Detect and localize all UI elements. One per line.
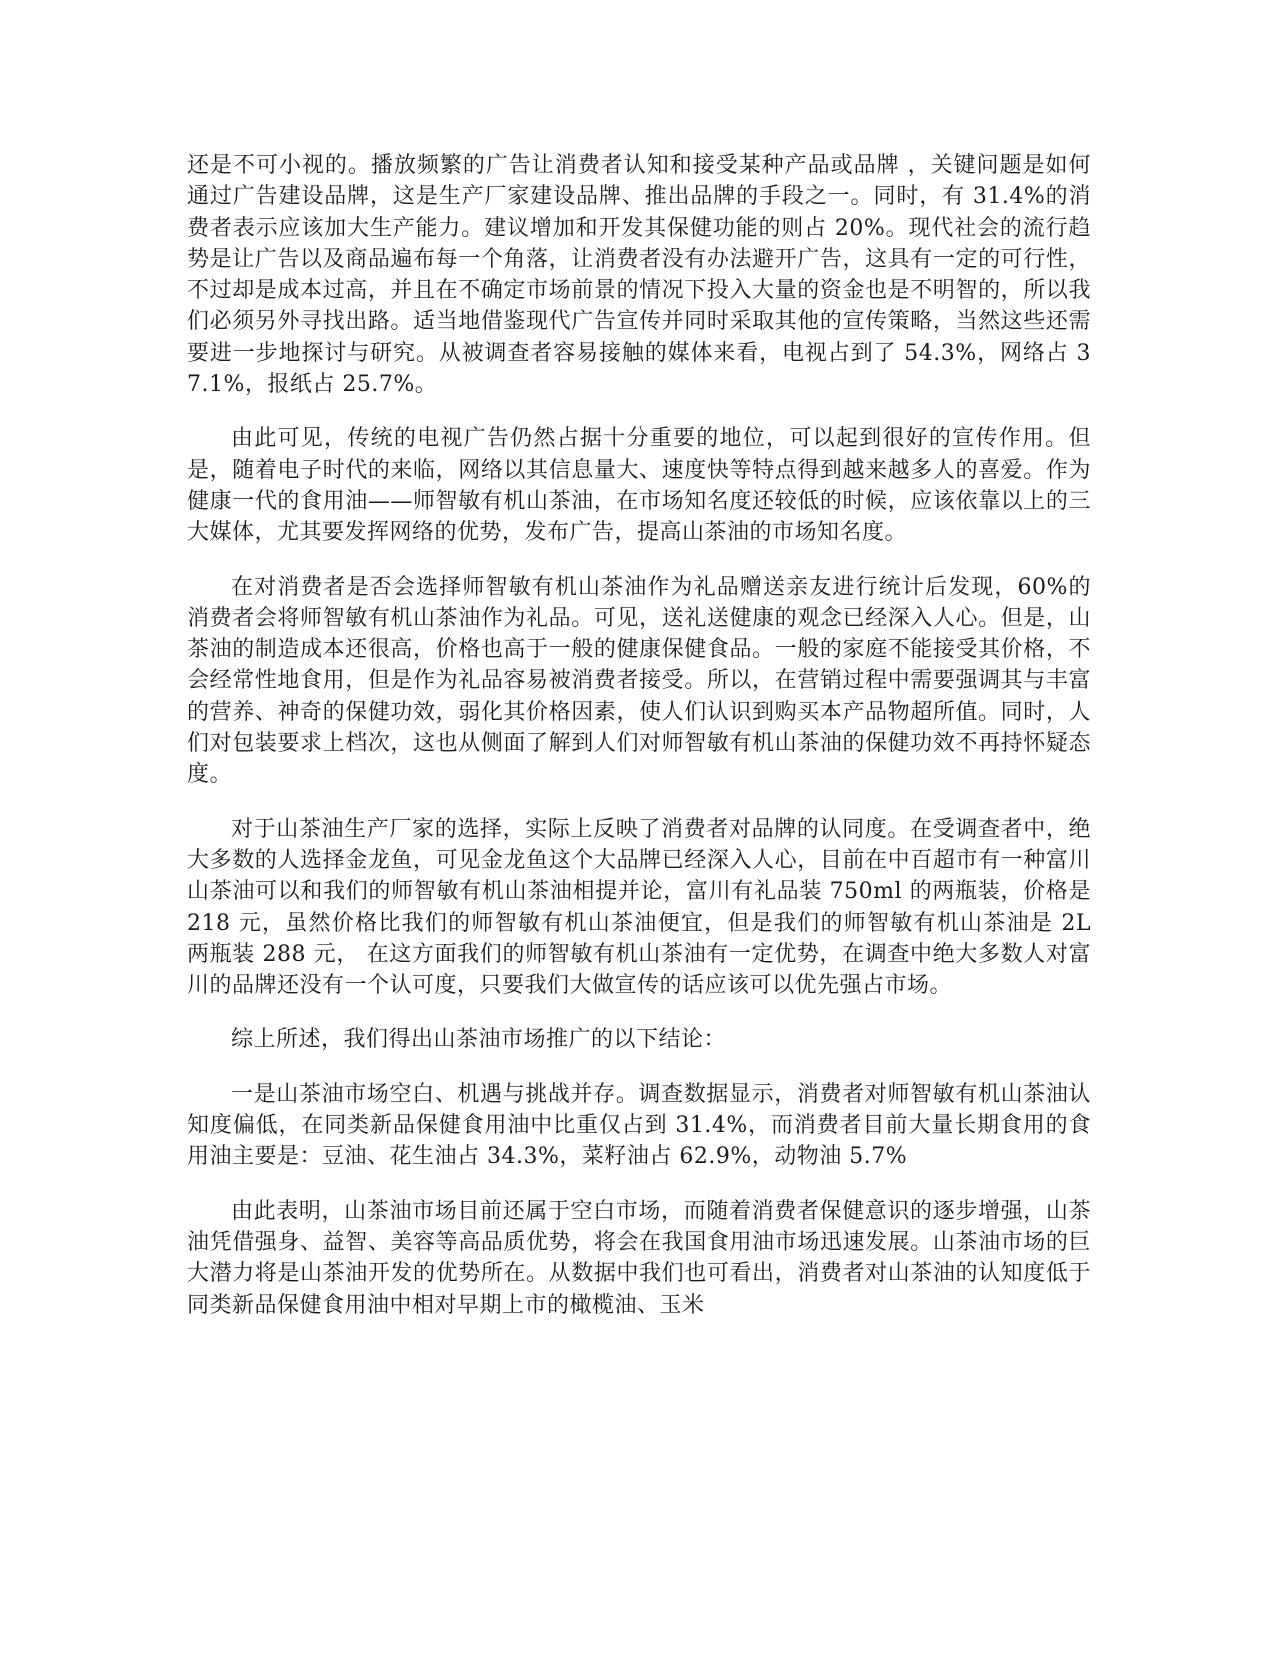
paragraph-conclusion-one: 一是山茶油市场空白、机遇与挑战并存。调查数据显示，消费者对师智敏有机山茶油认知度偏低，在同类新品保健食用油中比重仅占到 31.4%，而消费者目前大量长期食用的食用油主要是：豆油、花生油占 34.3%，菜籽油占 62.9%，动物油 5.7% xyxy=(187,1081,1091,1170)
paragraph-market-potential: 由此表明，山茶油市场目前还属于空白市场，而随着消费者保健意识的逐步增强，山茶油凭借强身、益智、美容等高品质优势，将会在我国食用油市场迅速发展。山茶油市场的巨大潜力将是山茶油开发的优势所在。从数据中我们也可看出，消费者对山茶油的认知度低于同类新品保健食用油中相对早期上市的橄榄油、玉米 xyxy=(187,1198,1091,1318)
paragraph-tv-advertising: 由此可见，传统的电视广告仍然占据十分重要的地位，可以起到很好的宣传作用。但是，随着电子时代的来临，网络以其信息量大、速度快等特点得到越来越多人的喜爱。作为健康一代的食用油——师智敏有机山茶油，在市场知名度还较低的时候，应该依靠以上的三大媒体，尤其要发挥网络的优势，发布广告，提高山茶油的市场知名度。 xyxy=(187,426,1091,546)
paragraph-conclusion-intro: 综上所述，我们得出山茶油市场推广的以下结论： xyxy=(231,1027,727,1053)
paragraph-advertising-media: 还是不可小视的。播放频繁的广告让消费者认知和接受某种产品或品牌 ，关键问题是如何通过广告建设品牌，这是生产厂家建设品牌、推出品牌的手段之一。同时，有 31.4%的消费者表示应该加大生产能力。建议增加和开发其保健功能的则占 20%。现代社会的流行趋势是让广告以及商品遍布每一个角落，让消费者没有办法避开广告，这具有一定的可行性，不过却是成本过高，并且在不确定市场前景的情况下投入大量的资金也是不明智的，所以我们必须另外寻找出路。适当地借鉴现代广告宣传并同时采取其他的宣传策略，当然这些还需要进一步地探讨与研究。从被调查者容易接触的媒体来看，电视占到了 54.3%，网络占 37.1%，报纸占 25.7%。 xyxy=(187,153,1091,398)
paragraph-gift-choice: 在对消费者是否会选择师智敏有机山茶油作为礼品赠送亲友进行统计后发现，60%的消费者会将师智敏有机山茶油作为礼品。可见，送礼送健康的观念已经深入人心。但是，山茶油的制造成本还很高，价格也高于一般的健康保健食品。一般的家庭不能接受其价格，不会经常性地食用，但是作为礼品容易被消费者接受。所以，在营销过程中需要强调其与丰富的营养、神奇的保健功效，弱化其价格因素，使人们认识到购买本产品物超所值。同时，人们对包装要求上档次，这也从侧面了解到人们对师智敏有机山茶油的保健功效不再持怀疑态度。 xyxy=(187,574,1091,788)
document-body xyxy=(187,150,1091,1344)
paragraph-brand-recognition: 对于山茶油生产厂家的选择，实际上反映了消费者对品牌的认同度。在受调查者中，绝大多数的人选择金龙鱼，可见金龙鱼这个大品牌已经深入人心，目前在中百超市有一种富川山茶油可以和我们的师智敏有机山茶油相提并论，富川有礼品装 750ml 的两瓶装，价格是 218 元，虽然价格比我们的师智敏有机山茶油便宜，但是我们的师智敏有机山茶油是 2L 两瓶装 288 元， 在这方面我们的师智敏有机山茶油有一定优势，在调查中绝大多数人对富川的品牌还没有一个认可度，只要我们大做宣传的话应该可以优先强占市场。 xyxy=(187,816,1091,999)
